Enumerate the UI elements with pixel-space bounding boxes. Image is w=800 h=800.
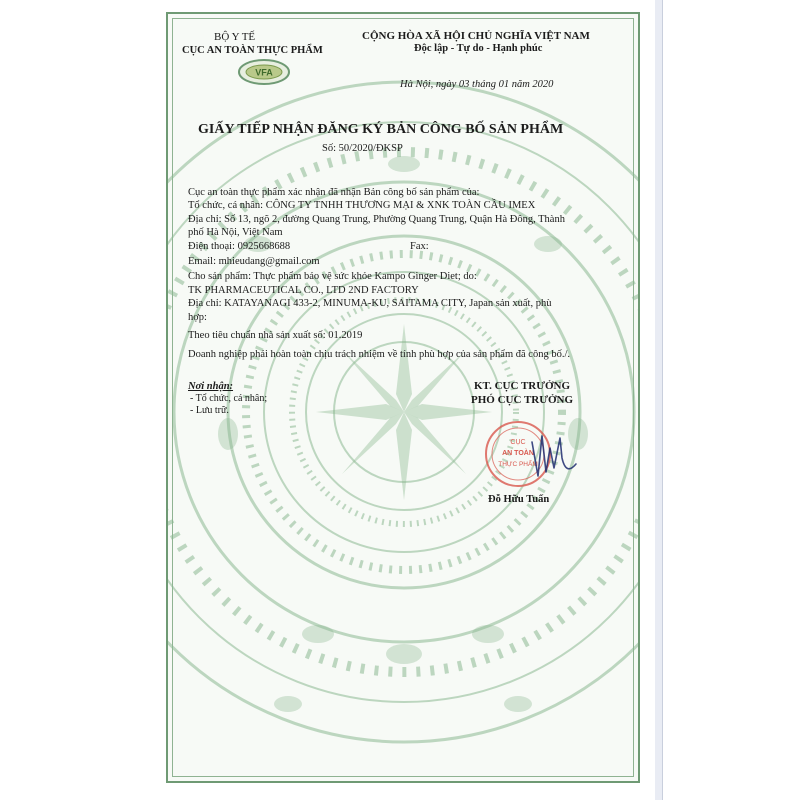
- intro-line: Cục an toàn thực phẩm xác nhận đã nhận Bản công bố sản phẩm của:: [188, 187, 480, 198]
- phone: Điện thoại: 0925668688: [188, 241, 291, 252]
- document-title: GIẤY TIẾP NHẬN ĐĂNG KÝ BẢN CÔNG BỐ SẢN PHẨM: [198, 122, 564, 137]
- signer-role-2: PHÓ CỤC TRƯỞNG: [471, 394, 574, 406]
- organization: Tổ chức, cá nhân: CÔNG TY TNHH THƯƠNG MẠI & XNK TOÀN CẦU IMEX: [188, 200, 536, 211]
- recipients-heading: Nơi nhận:: [188, 381, 234, 392]
- manufacturer-address-2: hợp:: [188, 312, 207, 323]
- document-frame: [166, 12, 640, 783]
- svg-text:THỰC PHẨM: THỰC PHẨM: [498, 461, 538, 468]
- country-name: CỘNG HÒA XÃ HỘI CHỦ NGHĨA VIỆT NAM: [362, 30, 590, 42]
- recipient-item-1: - Tổ chức, cá nhân;: [190, 393, 268, 404]
- address-line-2: phố Hà Nội, Việt Nam: [188, 227, 283, 238]
- svg-text:AN TOÀN: AN TOÀN: [502, 450, 534, 457]
- standard: Theo tiêu chuẩn nhà sản xuất số: 01.2019: [188, 330, 363, 341]
- handwritten-signature: [532, 436, 576, 476]
- place-date: Hà Nội, ngày 03 tháng 01 năm 2020: [400, 79, 554, 90]
- recipient-item-2: - Lưu trữ.: [190, 405, 229, 416]
- agency-name: CỤC AN TOÀN THỰC PHẨM: [182, 45, 323, 56]
- document-number: Số: 50/2020/ĐKSP: [322, 143, 403, 154]
- responsibility: Doanh nghiệp phải hoàn toàn chịu trách nhiệm về tính phù hợp của sản phẩm đã công bố./.: [188, 349, 570, 360]
- national-motto: Độc lập - Tự do - Hạnh phúc: [414, 43, 543, 54]
- ministry-name: BỘ Y TẾ: [214, 31, 256, 43]
- svg-text:CỤC: CỤC: [510, 439, 526, 446]
- signer-name: Đỗ Hữu Tuấn: [488, 494, 550, 505]
- manufacturer: TK PHARMACEUTICAL CO., LTD 2ND FACTORY: [188, 285, 419, 296]
- official-seal-and-signature: [480, 418, 584, 490]
- product-line: Cho sản phẩm: Thực phẩm bảo vệ sức khỏe Kampo Ginger Diet; do:: [188, 271, 477, 282]
- address-line-1: Địa chỉ: Số 13, ngõ 2, đường Quang Trung, Phường Quang Trung, Quận Hà Đông, Thành: [188, 214, 565, 225]
- vfa-logo: [236, 58, 292, 86]
- logo-text: VFA: [255, 67, 273, 78]
- email: Email: mhieudang@gmail.com: [188, 256, 320, 267]
- fax: Fax:: [410, 241, 429, 252]
- manufacturer-address-1: Địa chỉ: KATAYANAGI 433-2, MINUMA-KU, SAITAMA CITY, Japan sản xuất, phù: [188, 298, 552, 309]
- signer-role-1: KT. CỤC TRƯỞNG: [474, 380, 571, 392]
- right-edge-line: [662, 0, 663, 800]
